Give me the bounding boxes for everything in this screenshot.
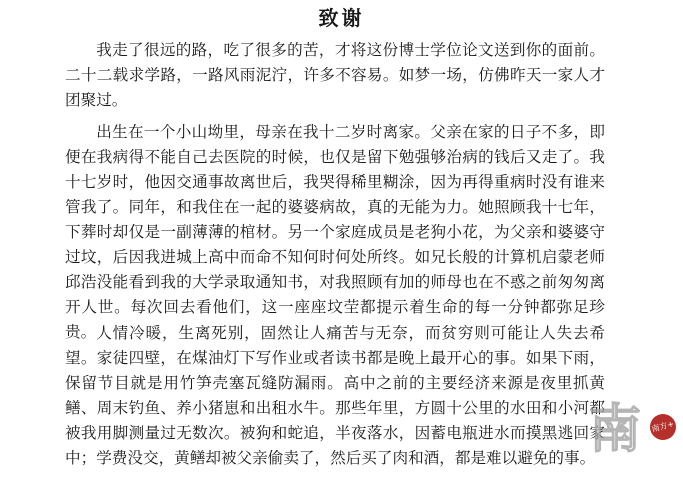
watermark-logo bbox=[583, 392, 683, 478]
watermark-badge: 南方+ bbox=[647, 411, 679, 443]
page-title: 致谢 bbox=[318, 6, 365, 30]
paragraph-3: 人情冷暖，生离死别，固然让人痛苦与无奈，而贫穷则可能让人失去希望。家徒四壁，在煤油灯下写作业或者读书都是晚上最开心的事。如果下雨，保留节目就是用竹笋壳塞瓦缝防漏雨。高中之前的主要经济来源是夜里抓黄鳝、周末钓鱼、养小猪崽和出租水牛。那些年里，方圆十公里的水田和小河都被我用脚测量过无数次。被狗和蛇追，半夜落水，因蓄电瓶进水而摸黑逃回家中；学费没交，黄鳝却被父亲偷卖了，然后买了肉和酒，都是难以避免的事。 bbox=[65, 324, 605, 467]
paragraph-1: 我走了很远的路，吃了很多的苦，才将这份博士学位论文送到你的面前。二十二载求学路，一路风雨泥泞，许多不容易。如梦一场，仿佛昨天一家人才团聚过。 bbox=[65, 41, 605, 109]
watermark-glyph: 南 bbox=[589, 400, 642, 460]
paragraph-2: 出生在一个小山坳里，母亲在我十二岁时离家。父亲在家的日子不多，即便在我病得不能自己去医院的时候，也仅是留下勉强够治病的钱后又走了。我十七岁时，他因交通事故离世后，我哭得稀里糊涂，因为再得重病时没有谁来管我了。同年，和我住在一起的婆婆病故，真的无能为力。她照顾我十七年，下葬时却仅是一副薄薄的棺材。另一个家庭成员是老狗小花，为父亲和婆婆守过坟，后因我进城上高中而命不知何时何处所终。如兄长般的计算机启蒙老师邱浩没能看到我的大学录取通知书，对我照顾有加的师母也在不惑之前匆匆离开人世。每次回去看他们，这一座座坟茔都提示着生命的每一分钟都弥足珍贵。 bbox=[65, 123, 605, 341]
